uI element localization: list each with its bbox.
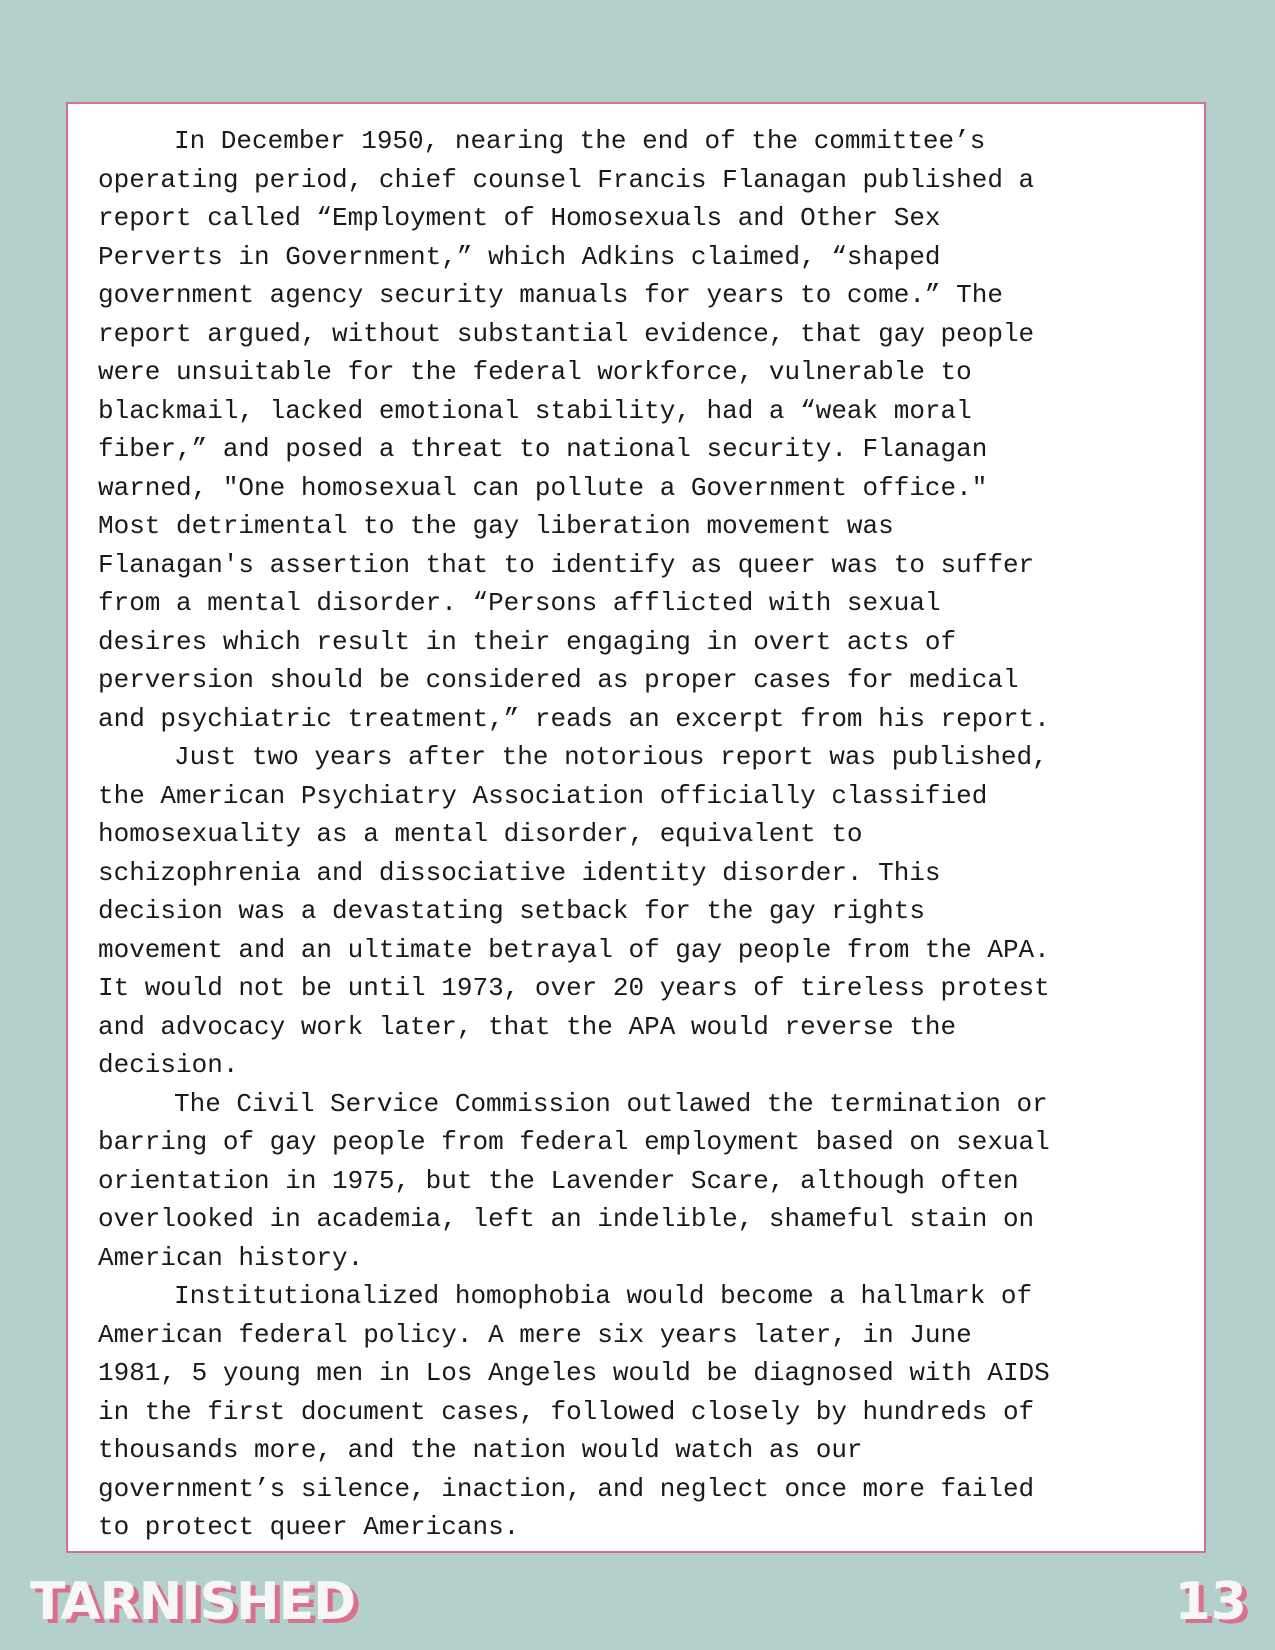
text-line: In December 1950, nearing the end of the committee’s [174, 126, 986, 156]
text-line: from a mental disorder. “Persons afflicted with sexual [98, 588, 941, 618]
text-line: blackmail, lacked emotional stability, had a “weak moral [98, 395, 972, 426]
page-number: 13 [1174, 1572, 1247, 1632]
text-line: government’s silence, inaction, and neglect once more failed [98, 1473, 1035, 1504]
text-line: The Civil Service Commission outlawed the termination or [174, 1088, 1048, 1119]
text-line: operating period, chief counsel Francis Flanagan published a [98, 164, 1035, 195]
article-body [98, 122, 1188, 1547]
text-line: barring of gay people from federal employment based on sexual [98, 1127, 1050, 1157]
text-line: homosexuality as a mental disorder, equivalent to [98, 819, 863, 849]
text-line: and advocacy work later, that the APA would reverse the [98, 1011, 957, 1042]
text-line: schizophrenia and dissociative identity disorder. This [98, 857, 941, 888]
text-line: perversion should be considered as proper cases for medical [98, 665, 1019, 695]
text-line: desires which result in their engaging in overt acts of [98, 626, 957, 657]
text-line: American federal policy. A mere six years later, in June [98, 1319, 972, 1350]
magazine-masthead: TARNISHED [30, 1572, 356, 1632]
text-line: and psychiatric treatment,” reads an excerpt from his report. [98, 703, 1050, 734]
text-line: warned, "One homosexual can pollute a Government office." [98, 472, 988, 503]
text-line: fiber,” and posed a threat to national security. Flanagan [98, 434, 988, 464]
text-line: to protect queer Americans. [98, 1512, 520, 1542]
text-line: overlooked in academia, left an indelible, shameful stain on [98, 1204, 1035, 1234]
article-panel [66, 102, 1206, 1553]
text-line: decision. [98, 1050, 239, 1080]
text-line: were unsuitable for the federal workforce, vulnerable to [98, 357, 972, 387]
text-line: It would not be until 1973, over 20 years of tireless protest [98, 973, 1050, 1003]
text-line: Flanagan's assertion that to identify as queer was to suffer [98, 549, 1035, 580]
text-line: Institutionalized homophobia would become a hallmark of [174, 1281, 1033, 1311]
text-line: American history. [98, 1242, 364, 1273]
text-line: 1981, 5 young men in Los Angeles would be diagnosed with AIDS [98, 1358, 1050, 1388]
text-line: in the first document cases, followed closely by hundreds of [98, 1396, 1035, 1427]
text-line: movement and an ultimate betrayal of gay people from the APA. [98, 934, 1050, 965]
paragraph-4 [98, 1277, 1188, 1547]
text-line: report argued, without substantial evidence, that gay people [98, 318, 1035, 349]
paragraph-2 [98, 738, 1188, 1085]
text-line: thousands more, and the nation would watch as our [98, 1435, 863, 1465]
text-line: Most detrimental to the gay liberation movement was [98, 511, 894, 541]
paragraph-1 [98, 122, 1188, 738]
text-line: Perverts in Government,” which Adkins claimed, “shaped [98, 241, 941, 272]
text-line: report called “Employment of Homosexuals and Other Sex [98, 203, 941, 233]
text-line: Just two years after the notorious report was published, [174, 742, 1048, 772]
paragraph-3 [98, 1085, 1188, 1278]
text-line: government agency security manuals for years to come.” The [98, 280, 1003, 310]
text-line: decision was a devastating setback for the gay rights [98, 896, 925, 926]
text-line: the American Psychiatry Association officially classified [98, 780, 988, 811]
text-line: orientation in 1975, but the Lavender Scare, although often [98, 1165, 1019, 1196]
